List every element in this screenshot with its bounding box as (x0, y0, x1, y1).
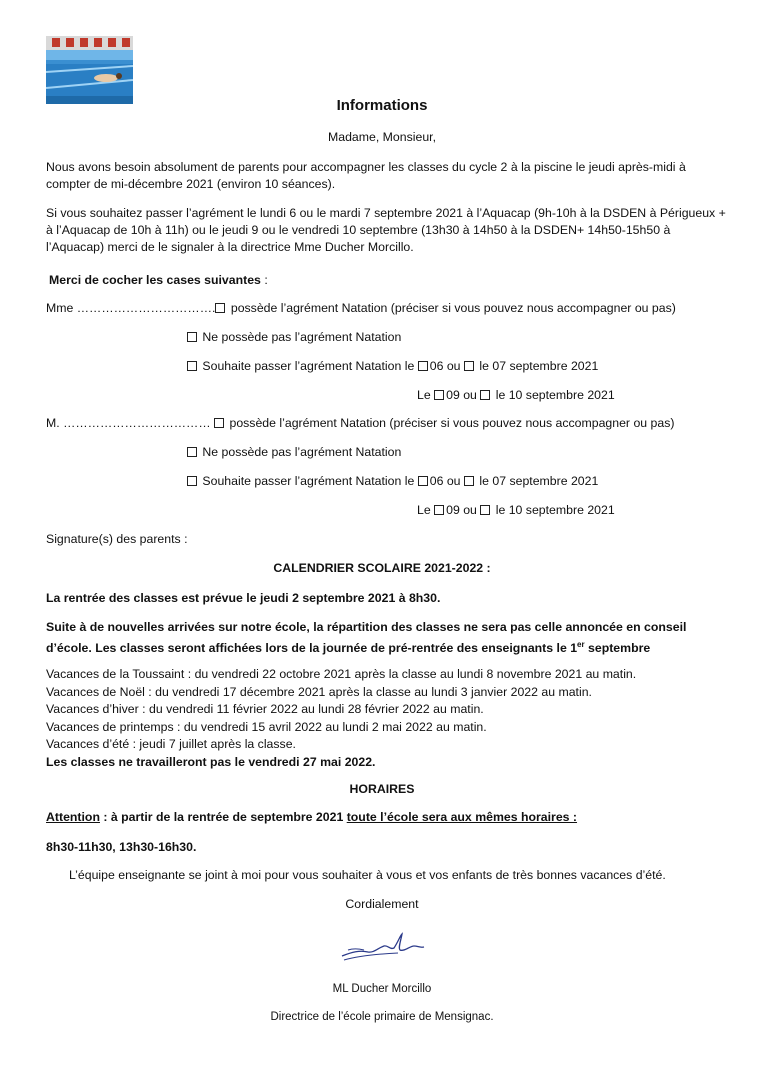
attention-mid: : à partir de la rentrée de septembre 2021 (99, 810, 347, 824)
m-opt3c: le 07 septembre 2021 (475, 474, 599, 488)
vacances-ete: Vacances d’été : jeudi 7 juillet après la classe. (46, 737, 296, 751)
vacances-printemps: Vacances de printemps : du vendredi 15 avril 2022 au lundi 2 mai 2022 au matin. (46, 719, 487, 734)
closing-text: L’équipe enseignante se joint à moi pour vous souhaiter à vous et vos enfants de très bonnes vacances d’été. (69, 868, 666, 882)
attention-line (46, 810, 577, 824)
m-checkbox-no-agrement[interactable] (187, 447, 197, 457)
signer-name: ML Ducher Morcillo (332, 983, 432, 995)
mme-opt2-label: Ne possède pas l’agrément Natation (199, 330, 402, 344)
mme-checkbox-09[interactable] (434, 390, 444, 400)
m-opt1-label: possède l’agrément Natation (préciser si vous pouvez nous accompagner ou pas) (226, 416, 675, 430)
mme-opt4a: Le (417, 388, 435, 402)
m-checkbox-wants-agrement[interactable] (187, 476, 197, 486)
m-opt3a: Souhaite passer l’agrément Natation le (199, 474, 418, 488)
m-checkbox-06[interactable] (418, 476, 428, 486)
mme-opt4c: le 10 septembre 2021 (492, 388, 615, 402)
mme-checkbox-wants-agrement[interactable] (187, 361, 197, 371)
mme-checkbox-no-agrement[interactable] (187, 332, 197, 342)
suite-sup: er (577, 640, 585, 649)
mme-checkbox-06[interactable] (418, 361, 428, 371)
m-checkbox-has-agrement[interactable] (214, 418, 224, 428)
vacances-noel: Vacances de Noël : du vendredi 17 décembre 2021 après la classe au lundi 3 janvier 2022 au matin. (46, 684, 592, 699)
paragraph-agrement: Si vous souhaitez passer l’agrément le lundi 6 ou le mardi 7 septembre 2021 à l’Aquacap (9h-10h à la DSDEN à Périgueux + à l’Aquacap de 10h à 11h) ou le jeudi 9 ou le vendredi 10 septembre (13h30 à 14h50 à la DSDEN+ 14h50-15h50 à l’Aquacap) merci de le signaler à la directrice Mme Ducher Morcillo. (46, 206, 726, 254)
m-checkbox-09[interactable] (434, 505, 444, 515)
horaires-title: HORAIRES (349, 782, 415, 796)
m-opt3-line (187, 474, 598, 488)
pool-photo-logo (46, 36, 133, 104)
m-opt3b: 06 ou (429, 474, 464, 488)
suite-end: septembre (584, 641, 651, 656)
mme-prefix: Mme ……………………………. (46, 301, 216, 315)
m-opt2-line (187, 445, 401, 459)
vacances-hiver: Vacances d’hiver : du vendredi 11 février 2022 au lundi 28 février 2022 au matin. (46, 702, 484, 716)
attention-word: Attention (46, 810, 100, 824)
mme-opt3a: Souhaite passer l’agrément Natation le (199, 359, 418, 373)
check-intro-bold: Merci de cocher les cases suivantes (49, 273, 261, 287)
page-title: Informations (336, 97, 428, 114)
hours: 8h30-11h30, 13h30-16h30. (46, 840, 197, 854)
paragraph-parents-needed: Nous avons besoin absolument de parents pour accompagner les classes du cycle 2 à la piscine le jeudi après-midi à compter de mi-décembre 2021 (environ 10 séances). (46, 160, 686, 191)
mme-opt3c: le 07 septembre 2021 (475, 359, 599, 373)
m-opt4b: 09 ou (446, 503, 481, 517)
mme-checkbox-has-agrement[interactable] (215, 303, 225, 313)
mme-opt3b: 06 ou (429, 359, 464, 373)
mme-opt4-line (417, 388, 615, 402)
mme-checkbox-10[interactable] (480, 390, 490, 400)
mme-opt1-label: possède l’agrément Natation (préciser si vous pouvez nous accompagner ou pas) (227, 301, 676, 315)
m-opt4a: Le (417, 503, 435, 517)
mme-checkbox-07[interactable] (464, 361, 474, 371)
m-prefix: M. ……………………………… (46, 416, 215, 430)
suite-paragraph (46, 619, 726, 657)
no-class-day: Les classes ne travailleront pas le vendredi 27 mai 2022. (46, 754, 376, 769)
cordialement: Cordialement (345, 897, 419, 911)
check-intro (49, 273, 268, 287)
check-intro-colon: : (260, 273, 268, 287)
suite-text: Suite à de nouvelles arrivées sur notre école, la répartition des classes ne sera pas celle annoncée en conseil d’école. Les classes seront affichées lors de la journée de pré-rentrée des enseignants le 1 (46, 620, 687, 656)
greeting: Madame, Monsieur, (328, 130, 436, 144)
signature-label: Signature(s) des parents : (46, 532, 188, 546)
m-checkbox-10[interactable] (480, 505, 490, 515)
signer-role: Directrice de l’école primaire de Mensignac. (270, 1011, 494, 1023)
m-opt4c: le 10 septembre 2021 (492, 503, 615, 517)
calendar-title: CALENDRIER SCOLAIRE 2021-2022 : (273, 561, 491, 575)
mme-opt3-line (187, 359, 598, 373)
mme-opt2-line (187, 330, 401, 344)
mme-line (46, 301, 676, 315)
mme-opt4b: 09 ou (446, 388, 481, 402)
m-checkbox-07[interactable] (464, 476, 474, 486)
m-opt4-line (417, 503, 615, 517)
attention-end: toute l’école sera aux mêmes horaires : (346, 810, 578, 824)
vacances-list (46, 666, 636, 771)
vacances-toussaint: Vacances de la Toussaint : du vendredi 22 octobre 2021 après la classe au lundi 8 novembre 2021 au matin. (46, 667, 637, 681)
m-line (46, 416, 674, 430)
rentree-text: La rentrée des classes est prévue le jeudi 2 septembre 2021 à 8h30. (46, 591, 441, 605)
m-opt2-label: Ne possède pas l’agrément Natation (199, 445, 402, 459)
handwritten-signature (338, 928, 428, 967)
